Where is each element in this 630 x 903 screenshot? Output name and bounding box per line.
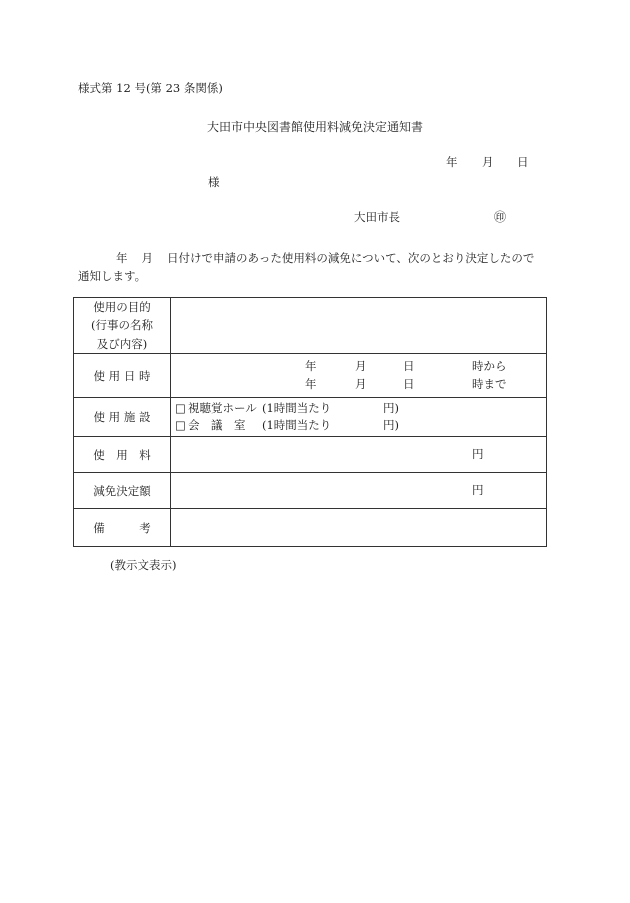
start-month: 月 [355, 359, 367, 374]
end-time-suffix: 時まで [472, 377, 507, 392]
datetime-label: 使 用 日 時 [74, 354, 171, 398]
fee-unit: 円 [472, 447, 484, 462]
date-day-label: 日 [517, 155, 529, 169]
reduction-label: 減免決定額 [74, 473, 171, 509]
table-row-datetime [74, 354, 547, 398]
instruction-note: (教示文表示) [110, 558, 177, 572]
issuer-name: 大田市長 [354, 210, 400, 224]
purpose-label [74, 298, 171, 354]
fee-value-cell [171, 437, 547, 473]
body-year: 年 [116, 251, 128, 265]
addressee-suffix: 様 [208, 175, 220, 189]
fee-label: 使 用 料 [74, 437, 171, 473]
table-row-remarks [74, 509, 547, 547]
purpose-label-line-2: (行事の名称 [91, 318, 153, 333]
datetime-value-cell [171, 354, 547, 398]
body-month: 月 [141, 251, 153, 265]
start-year: 年 [305, 359, 317, 374]
date-month-label: 月 [482, 155, 494, 169]
body-paragraph-line-1 [78, 250, 534, 268]
body-text-1: 日付けで申請のあった使用料の減免について、次のとおり決定したので [167, 251, 535, 265]
facility-room-unit: 円) [383, 418, 399, 433]
purpose-value-cell [171, 298, 547, 354]
start-time-suffix: 時から [472, 359, 507, 374]
end-year: 年 [305, 377, 317, 392]
facility-room-name: 会 議 室 [188, 418, 246, 433]
reduction-value-cell [171, 473, 547, 509]
reduction-unit: 円 [472, 483, 484, 498]
remarks-label: 備 考 [74, 509, 171, 547]
end-day: 日 [403, 377, 415, 392]
decision-form-table [73, 297, 547, 547]
form-number: 様式第 12 号(第 23 条関係) [78, 81, 223, 95]
table-row-fee [74, 437, 547, 473]
checkbox-hall[interactable]: □ [175, 401, 186, 416]
table-row-facility [74, 398, 547, 437]
body-text-2: 通知します。 [78, 269, 147, 283]
table-row-reduction [74, 473, 547, 509]
checkbox-meeting-room[interactable]: □ [175, 418, 186, 433]
facility-label: 使 用 施 設 [74, 398, 171, 437]
end-month: 月 [355, 377, 367, 392]
facility-value-cell [171, 398, 547, 437]
start-day: 日 [403, 359, 415, 374]
date-year-label: 年 [446, 155, 458, 169]
facility-hall-per-hour: (1時間当たり [262, 401, 332, 416]
facility-hall-name: 視聴覚ホール [188, 401, 257, 416]
seal-mark: ㊞ [494, 210, 507, 224]
facility-hall-unit: 円) [383, 401, 399, 416]
purpose-label-line-3: 及び内容) [96, 336, 148, 351]
table-row-purpose [74, 298, 547, 354]
purpose-label-line-1: 使用の目的 [93, 300, 151, 314]
document-title: 大田市中央図書館使用料減免決定通知書 [206, 120, 423, 134]
remarks-value-cell [171, 509, 547, 547]
facility-room-per-hour: (1時間当たり [262, 418, 332, 433]
